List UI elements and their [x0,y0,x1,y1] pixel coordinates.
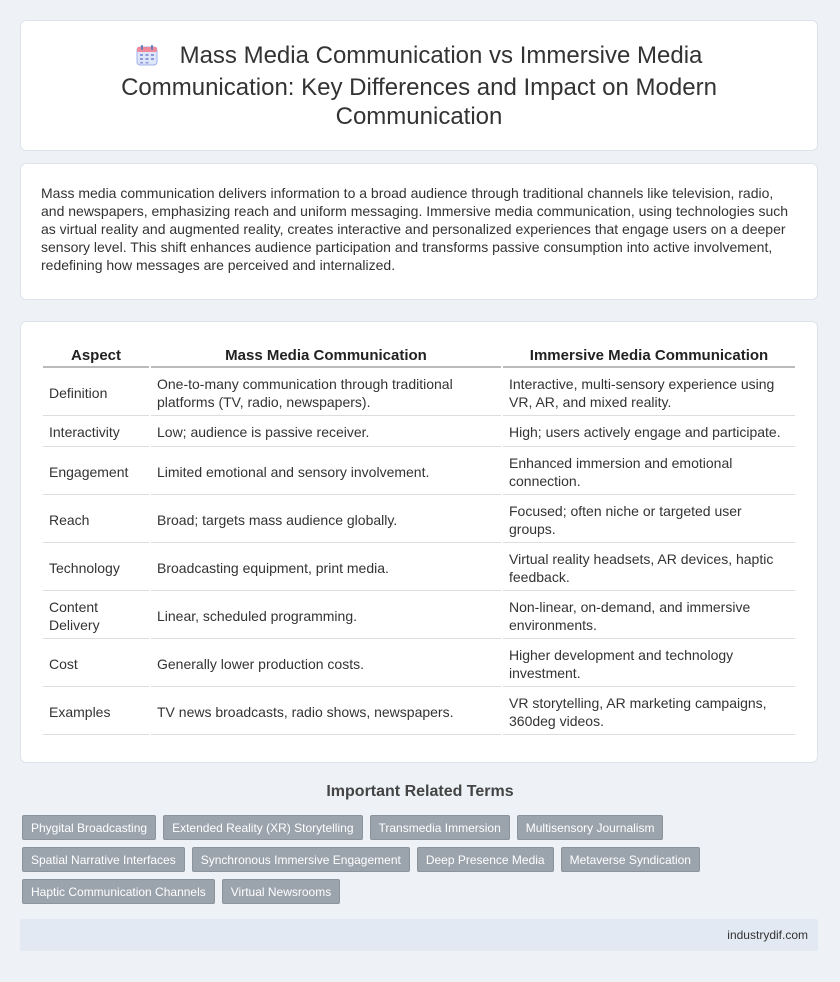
related-terms-list [22,815,722,904]
footer-bar [20,919,818,951]
immersive-media-cell: High; users actively engage and participate. [503,418,795,447]
page-title [89,41,749,131]
aspect-cell: Cost [43,641,149,687]
header-aspect: Aspect [43,344,149,368]
table-row [43,370,795,416]
immersive-media-cell: Non-linear, on-demand, and immersive environments. [503,593,795,639]
immersive-media-cell: Interactive, multi-sensory experience using VR, AR, and mixed reality. [503,370,795,416]
aspect-cell: Content Delivery [43,593,149,639]
mass-media-cell: Limited emotional and sensory involvement. [151,449,501,495]
related-term-tag[interactable]: Phygital Broadcasting [22,815,156,840]
related-term-tag[interactable]: Extended Reality (XR) Storytelling [163,815,362,840]
related-term-tag[interactable]: Synchronous Immersive Engagement [192,847,410,872]
related-term-tag[interactable]: Transmedia Immersion [370,815,510,840]
related-term-tag[interactable]: Multisensory Journalism [517,815,664,840]
related-term-tag[interactable]: Deep Presence Media [417,847,554,872]
table-header-row [43,344,795,368]
immersive-media-cell: VR storytelling, AR marketing campaigns, 360deg videos. [503,689,795,735]
aspect-cell: Interactivity [43,418,149,447]
aspect-cell: Technology [43,545,149,591]
immersive-media-cell: Focused; often niche or targeted user groups. [503,497,795,543]
mass-media-cell: TV news broadcasts, radio shows, newspapers. [151,689,501,735]
mass-media-cell: One-to-many communication through traditional platforms (TV, radio, newspapers). [151,370,501,416]
table-row [43,449,795,495]
related-term-tag[interactable]: Haptic Communication Channels [22,879,215,904]
comparison-table [41,342,797,737]
mass-media-cell: Low; audience is passive receiver. [151,418,501,447]
table-row [43,418,795,447]
comparison-card [20,321,818,763]
header-mass-media: Mass Media Communication [151,344,501,368]
immersive-media-cell: Virtual reality headsets, AR devices, haptic feedback. [503,545,795,591]
table-row [43,545,795,591]
page-title-text: Mass Media Communication vs Immersive Media Communication: Key Differences and Impact on Modern Communication [121,41,717,130]
aspect-cell: Definition [43,370,149,416]
aspect-cell: Examples [43,689,149,735]
related-term-tag[interactable]: Spatial Narrative Interfaces [22,847,185,872]
mass-media-cell: Generally lower production costs. [151,641,501,687]
table-row [43,641,795,687]
mass-media-cell: Linear, scheduled programming. [151,593,501,639]
immersive-media-cell: Enhanced immersion and emotional connection. [503,449,795,495]
table-row [43,593,795,639]
immersive-media-cell: Higher development and technology investment. [503,641,795,687]
mass-media-cell: Broad; targets mass audience globally. [151,497,501,543]
title-card [20,20,818,151]
aspect-cell: Reach [43,497,149,543]
aspect-cell: Engagement [43,449,149,495]
intro-paragraph: Mass media communication delivers information to a broad audience through traditional channels like television, radio, and newspapers, emphasizing reach and uniform messaging. Immersive media communication, using technologies such as virtual reality and augmented reality, creates interactive and personalized experiences that engage users on a deeper sensory level. This shift enhances audience participation and transforms passive consumption into active involvement, redefining how messages are perceived and internalized. [41,185,789,273]
related-terms-title: Important Related Terms [326,783,514,800]
related-term-tag[interactable]: Metaverse Syndication [561,847,700,872]
related-term-tag[interactable]: Virtual Newsrooms [222,879,340,904]
mass-media-cell: Broadcasting equipment, print media. [151,545,501,591]
table-row [43,497,795,543]
table-row [43,689,795,735]
footer-site-link[interactable]: industrydif.com [727,928,808,942]
intro-card [20,163,818,300]
header-immersive-media: Immersive Media Communication [503,344,795,368]
calendar-icon [136,44,158,73]
